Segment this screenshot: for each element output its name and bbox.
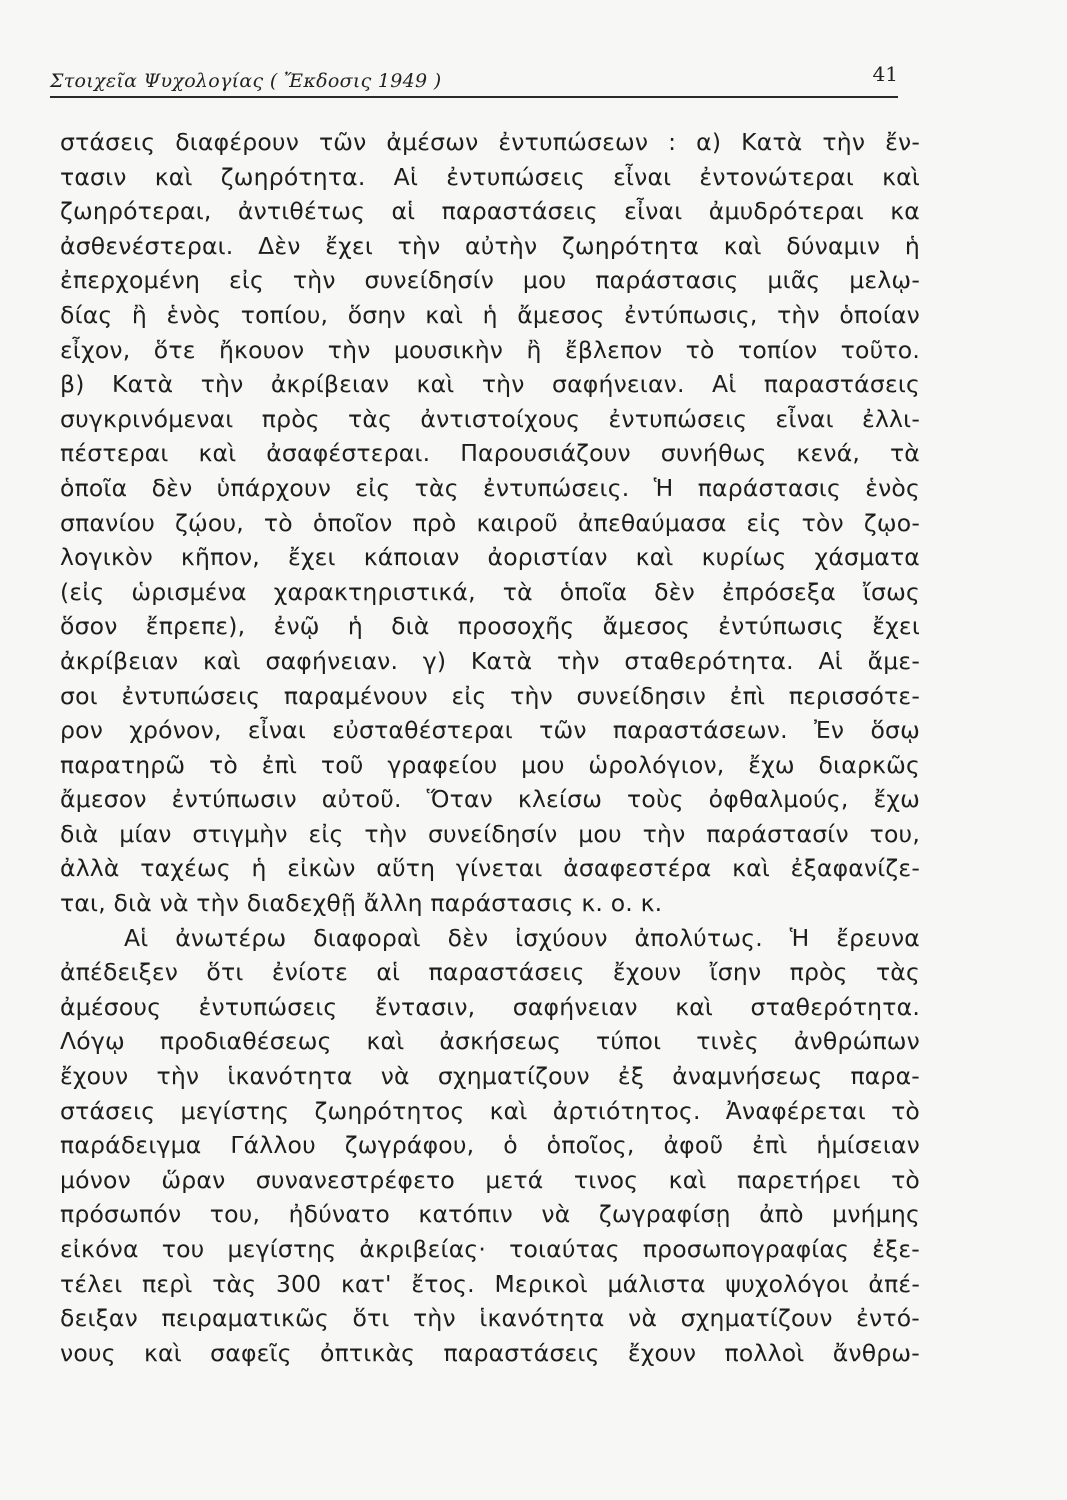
text-line: στάσεις μεγίστης ζωηρότητος καὶ ἀρτιότητος. Ἀναφέρεται τὸ <box>60 1096 920 1125</box>
text-line: ὅσον ἔπρεπε), ἐνῷ ἡ διὰ προσοχῆς ἄμεσος ἐντύπωσις ἔχει <box>60 612 920 641</box>
text-line: εἰκόνα του μεγίστης ἀκριβείας· τοιαύτας προσωπογραφίας ἐξε- <box>60 1235 920 1263</box>
text-line: ἀμέσους ἐντυπώσεις ἔντασιν, σαφήνειαν καὶ σταθερότητα. <box>60 992 920 1021</box>
text-line: ὁποῖα δὲν ὑπάρχουν εἰς τὰς ἐντυπώσεις. Ἡ παράστασις ἑνὸς <box>60 473 920 502</box>
header-title: Στοιχεῖα Ψυχολογίας ( Ἔκδοσις 1949 ) <box>50 70 442 92</box>
text-line: τέλει περὶ τὰς 300 κατ' ἔτος. Μερικοὶ μάλιστα ψυχολόγοι ἀπέ- <box>60 1269 920 1298</box>
text-line: δειξαν πειραματικῶς ὅτι τὴν ἱκανότητα νὰ σχηματίζουν ἐντό- <box>60 1304 920 1333</box>
page-number: 41 <box>872 62 898 86</box>
text-line: δίας ἢ ἑνὸς τοπίου, ὅσην καὶ ἡ ἄμεσος ἐντύπωσις, τὴν ὁποίαν <box>60 300 920 329</box>
text-line: παρατηρῶ τὸ ἐπὶ τοῦ γραφείου μου ὡρολόγιον, ἔχω διαρκῶς <box>60 750 920 779</box>
text-line: εἶχον, ὅτε ἤκουον τὴν μουσικὴν ἢ ἔβλεπον τὸ τοπίον τοῦτο. <box>60 335 920 364</box>
running-header <box>50 58 898 98</box>
text-line: ἀπέδειξεν ὅτι ἐνίοτε αἱ παραστάσεις ἔχουν ἴσην πρὸς τὰς <box>60 958 920 987</box>
text-line: ἐπερχομένη εἰς τὴν συνείδησίν μου παράστασις μιᾶς μελῳ- <box>60 266 920 295</box>
text-line: ται, διὰ νὰ τὴν διαδεχθῇ ἄλλη παράστασις κ. ο. κ. <box>60 889 663 918</box>
text-line: λογικὸν κῆπον, ἔχει κάποιαν ἀοριστίαν καὶ κυρίως χάσματα <box>60 543 920 572</box>
text-line: β) Κατὰ τὴν ἀκρίβειαν καὶ τὴν σαφήνειαν. Αἱ παραστάσεις <box>60 370 920 399</box>
text-line: ἀκρίβειαν καὶ σαφήνειαν. γ) Κατὰ τὴν σταθερότητα. Αἱ ἄμε- <box>60 646 920 675</box>
text-line: ρον χρόνον, εἶναι εὐσταθέστεραι τῶν παραστάσεων. Ἐν ὅσῳ <box>60 716 920 745</box>
text-line: διὰ μίαν στιγμὴν εἰς τὴν συνείδησίν μου τὴν παράστασίν του, <box>60 819 920 848</box>
text-line: πρόσωπόν του, ἠδύνατο κατόπιν νὰ ζωγραφίσῃ ἀπὸ μνήμης <box>60 1200 920 1229</box>
text-line: νους καὶ σαφεῖς ὀπτικὰς παραστάσεις ἔχουν πολλοὶ ἄνθρω- <box>60 1338 920 1367</box>
text-line: μόνον ὥραν συνανεστρέφετο μετά τινος καὶ παρετήρει τὸ <box>60 1165 920 1194</box>
text-line: σπανίου ζῴου, τὸ ὁποῖον πρὸ καιροῦ ἀπεθαύμασα εἰς τὸν ζῳο- <box>60 508 920 537</box>
text-line: παράδειγμα Γάλλου ζωγράφου, ὁ ὁποῖος, ἀφοῦ ἐπὶ ἡμίσειαν <box>60 1131 920 1160</box>
body-text <box>60 125 920 1370</box>
text-line: τασιν καὶ ζωηρότητα. Αἱ ἐντυπώσεις εἶναι ἐντονώτεραι καὶ <box>60 162 920 191</box>
text-line: στάσεις διαφέρουν τῶν ἀμέσων ἐντυπώσεων : α) Κατὰ τὴν ἔν- <box>60 128 920 156</box>
text-line: πέστεραι καὶ ἀσαφέστεραι. Παρουσιάζουν συνήθως κενά, τὰ <box>60 439 920 468</box>
text-line: ἀσθενέστεραι. Δὲν ἔχει τὴν αὐτὴν ζωηρότητα καὶ δύναμιν ἡ <box>60 231 920 260</box>
text-line: ἀλλὰ ταχέως ἡ εἰκὼν αὕτη γίνεται ἀσαφεστέρα καὶ ἐξαφανίζε- <box>60 854 920 883</box>
text-line: ἄμεσον ἐντύπωσιν αὐτοῦ. Ὅταν κλείσω τοὺς ὀφθαλμούς, ἔχω <box>60 785 920 814</box>
text-line: Αἱ ἀνωτέρω διαφοραὶ δὲν ἰσχύουν ἀπολύτως. Ἡ ἔρευνα <box>124 923 920 952</box>
text-line: σοι ἐντυπώσεις παραμένουν εἰς τὴν συνείδησιν ἐπὶ περισσότε- <box>60 681 920 710</box>
text-line: ζωηρότεραι, ἀντιθέτως αἱ παραστάσεις εἶναι ἀμυδρότεραι κα <box>60 197 920 226</box>
text-line: (εἰς ὡρισμένα χαρακτηριστικά, τὰ ὁποῖα δὲν ἐπρόσεξα ἴσως <box>60 577 920 606</box>
text-line: Λόγῳ προδιαθέσεως καὶ ἀσκήσεως τύποι τινὲς ἀνθρώπων <box>60 1027 920 1056</box>
text-line: συγκρινόμεναι πρὸς τὰς ἀντιστοίχους ἐντυπώσεις εἶναι ἐλλι- <box>60 404 920 433</box>
text-line: ἔχουν τὴν ἱκανότητα νὰ σχηματίζουν ἐξ ἀναμνήσεως παρα- <box>60 1062 920 1091</box>
